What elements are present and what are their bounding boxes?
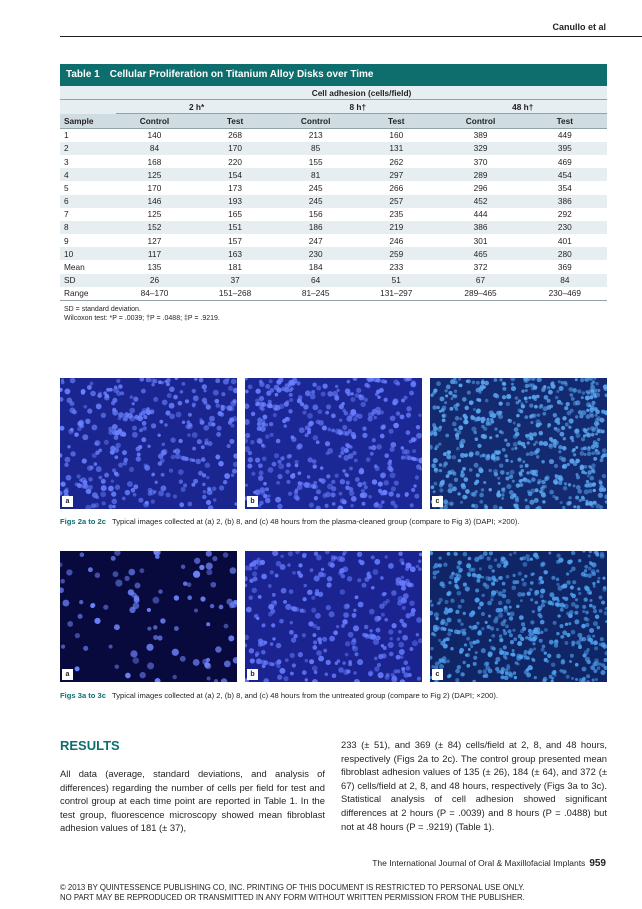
- table-row: [60, 181, 607, 194]
- table-cell: 220: [228, 156, 242, 167]
- table-cell: 289: [438, 168, 522, 181]
- table-row: [60, 260, 607, 273]
- table-cell: 245: [277, 195, 354, 208]
- table-note-test: Wilcoxon test: *P = .0039; †P = .0488; ‡P = .9219.: [64, 315, 220, 322]
- table-cell: 81–245: [277, 287, 354, 301]
- table-cell: 219: [354, 221, 438, 234]
- copyright-line: © 2013 BY QUINTESSENCE PUBLISHING CO, INC. PRINTING OF THIS DOCUMENT IS RESTRICTED TO PERSONAL USE ONLY.: [60, 883, 525, 892]
- micrograph-image: [60, 551, 237, 682]
- table-cell: 157: [228, 235, 242, 246]
- column-header: Test: [523, 114, 607, 128]
- group-header-8h: 8 h†: [277, 100, 438, 114]
- table-row: [60, 168, 607, 181]
- micrograph-image: [245, 378, 422, 509]
- table-cell: 444: [473, 209, 488, 220]
- table-cell: 268: [228, 130, 242, 141]
- table-cell: 170: [193, 142, 277, 155]
- table-cell: 280: [523, 247, 607, 260]
- table-cell: 140: [147, 130, 162, 141]
- table-cell: 125: [147, 209, 162, 220]
- table-cell: 469: [557, 156, 572, 167]
- table-cell: 372: [473, 262, 488, 273]
- table-header-row: [60, 86, 607, 100]
- table-cell: Range: [60, 287, 116, 301]
- table-1: [60, 64, 607, 323]
- panel-label: b: [247, 496, 258, 507]
- table-cell: 154: [193, 168, 277, 181]
- panel-label: a: [62, 669, 73, 680]
- table-cell: 395: [523, 142, 607, 155]
- figure-2-caption: [60, 517, 620, 527]
- fig3-panel-a-micrograph: [60, 551, 237, 682]
- caption-text: Typical images collected at (a) 2, (b) 8, and (c) 48 hours from the plasma-cleaned group (compare to Fig 3) (DAPI; ×200).: [112, 517, 520, 526]
- table-cell: 131–297: [354, 287, 438, 301]
- table-cell: 266: [389, 182, 404, 193]
- column-header: Sample: [60, 114, 116, 128]
- fig2-panel-c-micrograph: [430, 378, 607, 509]
- table-super-header: Cell adhesion (cells/field): [116, 86, 607, 100]
- column-header: Test: [193, 114, 277, 128]
- table-cell: 296: [473, 182, 488, 193]
- fig2-panel-a-micrograph: [60, 378, 237, 509]
- table-cell: 245: [308, 182, 323, 193]
- table-cell: 7: [64, 209, 69, 220]
- table-cell: 262: [389, 156, 404, 167]
- table-cell: 3: [64, 156, 69, 167]
- results-paragraph-left: All data (average, standard deviations, and analysis of differences) regarding the number of cells per field for test and control group at each time point are reported in Table 1. In the test group, fluorescence microscopy showed mean fibroblast adhesion values of 181 (± 37),: [60, 768, 325, 834]
- table-cell: 6: [60, 195, 116, 208]
- table-cell: 26: [116, 274, 193, 287]
- table-cell: Mean: [64, 262, 85, 273]
- table-cell: 449: [557, 130, 572, 141]
- table-cell: 156: [308, 209, 323, 220]
- table-cell: 297: [354, 168, 438, 181]
- table-row: [60, 128, 607, 142]
- table-column-row: [60, 114, 607, 128]
- table-cell: 163: [193, 247, 277, 260]
- table-cell: 85: [277, 142, 354, 155]
- micrograph-image: [430, 378, 607, 509]
- table-cell: 151–268: [193, 287, 277, 301]
- table-cell: 259: [354, 247, 438, 260]
- micrograph-image: [60, 378, 237, 509]
- table-cell: 160: [389, 130, 404, 141]
- table-cell: 84: [116, 142, 193, 155]
- copyright-notice: [60, 883, 620, 903]
- fig2-panel-b-micrograph: [245, 378, 422, 509]
- table-cell: 186: [277, 221, 354, 234]
- table-cell: 125: [116, 168, 193, 181]
- table-cell: 193: [193, 195, 277, 208]
- table-cell: 230: [277, 247, 354, 260]
- panel-label: c: [432, 669, 443, 680]
- table-cell: 292: [557, 209, 572, 220]
- table-cell: 257: [354, 195, 438, 208]
- table-cell: 4: [60, 168, 116, 181]
- table-cell: 8: [60, 221, 116, 234]
- section-heading-results: RESULTS: [60, 738, 120, 753]
- table-cell: 84: [523, 274, 607, 287]
- table-cell: 135: [147, 262, 162, 273]
- table-cell: 246: [389, 235, 404, 246]
- table-cell: 165: [228, 209, 242, 220]
- table-row: [60, 221, 607, 234]
- table-cell: 64: [277, 274, 354, 287]
- table-notes: [60, 305, 607, 323]
- table-cell: 81: [277, 168, 354, 181]
- column-header: Control: [277, 114, 354, 128]
- table-cell: 2: [60, 142, 116, 155]
- table-body: [60, 128, 607, 300]
- figure-3-caption: [60, 691, 620, 701]
- table-cell: 386: [523, 195, 607, 208]
- table-cell: 386: [438, 221, 522, 234]
- table-title: Cellular Proliferation on Titanium Alloy Disks over Time: [109, 69, 374, 80]
- table-note-sd: SD = standard deviation.: [64, 306, 141, 313]
- fig3-panel-c-micrograph: [430, 551, 607, 682]
- table-group-row: [60, 100, 607, 114]
- table-cell: 289–465: [438, 287, 522, 301]
- table-cell: 151: [193, 221, 277, 234]
- table-cell: 5: [64, 182, 69, 193]
- table-cell: 131: [354, 142, 438, 155]
- table-cell: 401: [557, 235, 572, 246]
- table-title-bar: [60, 64, 607, 86]
- table-cell: 146: [116, 195, 193, 208]
- page-number: 959: [589, 858, 606, 869]
- table-number: Table 1: [66, 69, 100, 80]
- table-cell: 230–469: [523, 287, 607, 301]
- panel-label: c: [432, 496, 443, 507]
- table-cell: 127: [147, 235, 162, 246]
- table-row: [60, 142, 607, 155]
- table-cell: 155: [308, 156, 323, 167]
- table-cell: 170: [147, 182, 162, 193]
- table-cell: 233: [389, 262, 404, 273]
- group-header-48h: 48 h†: [438, 100, 607, 114]
- table-cell: 9: [64, 235, 69, 246]
- table-cell: 173: [228, 182, 242, 193]
- table-cell: 184: [308, 262, 323, 273]
- table-row: [60, 234, 607, 247]
- caption-text: Typical images collected at (a) 2, (b) 8, and (c) 48 hours from the untreated group (compare to Fig 2) (DAPI; ×200).: [112, 691, 498, 700]
- table-row: [60, 208, 607, 221]
- table-cell: 230: [523, 221, 607, 234]
- table-cell: 117: [116, 247, 193, 260]
- table-cell: 301: [473, 235, 488, 246]
- table-cell: 168: [147, 156, 162, 167]
- table-cell: 181: [228, 262, 242, 273]
- fig3-panel-b-micrograph: [245, 551, 422, 682]
- table-cell: 389: [473, 130, 488, 141]
- table-grid: [60, 86, 607, 301]
- header-rule: [60, 36, 642, 37]
- table-row: [60, 274, 607, 287]
- results-paragraph-right: 233 (± 51), and 369 (± 84) cells/field at 2, 8, and 48 hours, respectively (Figs 2a to 2c). The control group presented mean fibroblast adhesion values of 135 (± 26), 184 (± 64), and 372 (± 67) cells/field at 2, 8, and 48 hours, respectively (Figs 3a to 3c). Statistical analysis of cell adhesion showed significant differences at 2 hours (P = .0039) and 8 hours (P = .0488) but not at 48 hours (P = .9219) (Table 1).: [341, 739, 607, 832]
- table-cell: 235: [389, 209, 404, 220]
- table-row: [60, 247, 607, 260]
- table-cell: 247: [308, 235, 323, 246]
- table-cell: 329: [438, 142, 522, 155]
- caption-label: Figs 3a to 3c: [60, 691, 107, 700]
- table-cell: 369: [557, 262, 572, 273]
- copyright-line: NO PART MAY BE REPRODUCED OR TRANSMITTED IN ANY FORM WITHOUT WRITTEN PERMISSION FROM THE PUBLISHER.: [60, 893, 525, 902]
- figure-3-panels: [60, 551, 607, 682]
- table-cell: 354: [557, 182, 572, 193]
- panel-label: a: [62, 496, 73, 507]
- table-cell: 67: [438, 274, 522, 287]
- table-cell: 84–170: [116, 287, 193, 301]
- table-cell: 465: [438, 247, 522, 260]
- table-cell: 454: [523, 168, 607, 181]
- table-row: [60, 155, 607, 168]
- journal-name: The International Journal of Oral & Maxillofacial Implants: [372, 858, 586, 868]
- micrograph-image: [430, 551, 607, 682]
- table-cell: 37: [193, 274, 277, 287]
- column-header: Control: [116, 114, 193, 128]
- micrograph-image: [245, 551, 422, 682]
- table-cell: 452: [438, 195, 522, 208]
- column-header: Test: [354, 114, 438, 128]
- table-row: [60, 287, 607, 301]
- group-header-2h: 2 h*: [116, 100, 277, 114]
- table-cell: 152: [116, 221, 193, 234]
- table-cell: 10: [60, 247, 116, 260]
- table-cell: 370: [473, 156, 488, 167]
- journal-footer: [300, 858, 606, 869]
- table-cell: 213: [308, 130, 323, 141]
- running-head: Canullo et al: [552, 22, 606, 32]
- caption-label: Figs 2a to 2c: [60, 517, 107, 526]
- table-cell: 1: [64, 130, 69, 141]
- table-cell: SD: [60, 274, 116, 287]
- figure-2-panels: [60, 378, 607, 509]
- table-row: [60, 195, 607, 208]
- panel-label: b: [247, 669, 258, 680]
- table-cell: 51: [354, 274, 438, 287]
- column-header: Control: [438, 114, 522, 128]
